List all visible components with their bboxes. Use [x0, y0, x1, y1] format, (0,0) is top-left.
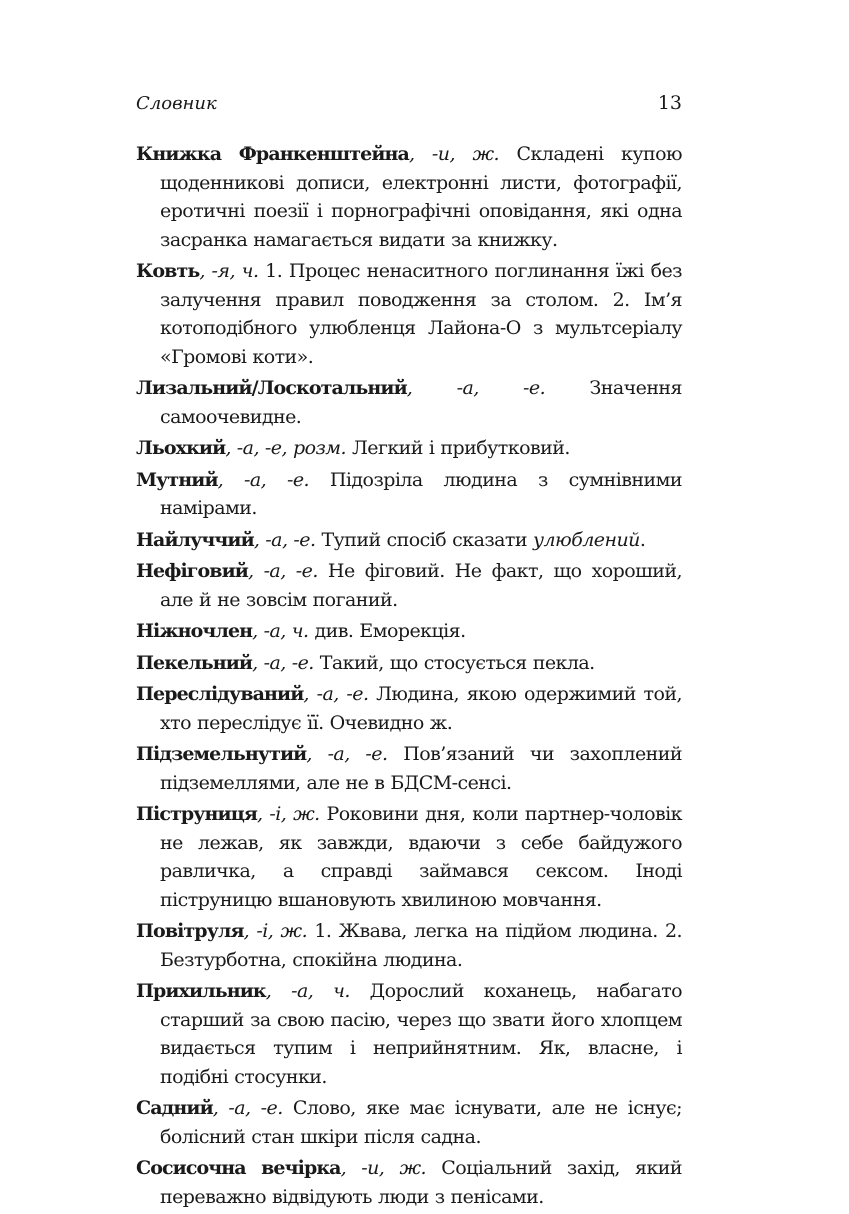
definition: Легкий і прибутковий.: [345, 437, 570, 459]
definition: Тупий спосіб сказати: [315, 528, 533, 551]
definition: Роковини дня, коли партнер-чоловік не лежав, як завжди, вдаючи з себе байдужого равличка, а справді займався сексом. Іноді піструницю вшановують хвилиною мовчання.: [160, 803, 682, 911]
dictionary-entries: [136, 140, 682, 1214]
grammar-note: , -а, -е.: [303, 683, 369, 705]
grammar-note: , -а, -е, розм.: [225, 437, 346, 459]
dictionary-entry: [136, 526, 682, 555]
headword: Ковть: [136, 260, 200, 282]
grammar-note: , -и, ж.: [408, 143, 499, 165]
dictionary-entry: [136, 649, 682, 678]
definition: Людина, якою одержимий той, хто переслідує її. Очевидно ж.: [160, 683, 682, 734]
grammar-note: , -и, ж.: [340, 1157, 427, 1179]
headword: Лизальний/Лоскотальний: [136, 377, 407, 399]
definition: Пов’язаний чи захоплений підземеллями, але не в БДСМ-сенсі.: [160, 743, 682, 794]
definition: Значення самоочевидне.: [160, 377, 682, 428]
headword: Прихильник: [136, 980, 266, 1002]
headword: Підземельнутий: [136, 743, 307, 765]
dictionary-entry: [136, 1094, 682, 1151]
definition: Не фіговий. Не факт, що хороший, але й не зовсім поганий.: [160, 560, 682, 611]
grammar-note: , -а, -е.: [306, 743, 388, 765]
dictionary-entry: [136, 800, 682, 914]
dictionary-entry: [136, 1154, 682, 1211]
running-head: [136, 92, 682, 114]
definition: Слово, яке має існувати, але не існує; болісний стан шкіри після садна.: [160, 1097, 682, 1148]
dictionary-entry: [136, 257, 682, 371]
definition-tail: .: [639, 528, 646, 551]
definition: 1. Жвава, легка на підйом людина. 2. Безтурботна, спокійна людина.: [160, 920, 682, 971]
dictionary-entry: [136, 557, 682, 614]
grammar-note: , -і, ж.: [243, 920, 308, 942]
dictionary-entry: [136, 917, 682, 974]
dictionary-entry: [136, 617, 682, 646]
grammar-note: , -а, -е.: [253, 528, 316, 551]
definition: Дорослий коханець, набагато старший за свою пасію, через що звати його хлопцем видається тупим і неприйнятним. Як, власне, і подібні стосунки.: [160, 980, 682, 1088]
definition-emphasis: улюблений: [533, 528, 640, 551]
headword: Книжка Франкенштейна: [136, 143, 409, 165]
headword: Нефіговий: [136, 560, 248, 582]
dictionary-entry: [136, 740, 682, 797]
grammar-note: , -а, -е.: [252, 651, 314, 674]
headword: Пекельний: [136, 651, 253, 674]
dictionary-entry: [136, 140, 682, 254]
grammar-note: , -а, ч.: [252, 620, 309, 642]
headword: Найлуччий: [136, 528, 254, 551]
headword: Мутний: [136, 468, 218, 491]
grammar-note: , -я, ч.: [199, 260, 259, 282]
grammar-note: , -а, -е.: [212, 1097, 283, 1119]
dictionary-entry: [136, 977, 682, 1091]
headword: Ніжночлен: [136, 620, 253, 642]
grammar-note: , -і, ж.: [257, 803, 320, 825]
definition: Підозріла людина з сумнівними намірами.: [160, 468, 682, 519]
headword: Переслідуваний: [136, 683, 304, 705]
grammar-note: , -а, -е.: [248, 560, 318, 582]
dictionary-entry: [136, 434, 682, 463]
headword: Повітруля: [136, 920, 244, 942]
headword: Сосисочна вечірка: [136, 1157, 341, 1179]
grammar-note: , -а, -е.: [217, 468, 310, 491]
definition: Складені купою щоденникові дописи, електронні листи, фотографії, еротичні поезії і порнографічні оповідання, які одна засранка намагається видати за книжку.: [160, 143, 683, 251]
page-number: 13: [657, 92, 682, 114]
headword: Піструниця: [136, 803, 258, 825]
grammar-note: , -а, -е.: [406, 377, 546, 399]
headword: Льохкий: [136, 437, 226, 459]
running-title: Словник: [136, 93, 217, 114]
definition: див. Еморекція.: [308, 620, 466, 642]
definition: Соціальний захід, який переважно відвідують люди з пенісами.: [160, 1157, 682, 1208]
definition: 1. Процес ненаситного поглинання їжі без залучення правил поводження за столом. 2. Ім’я котоподібного улюбленця Лайона-О з мультсеріалу «Громові коти».: [160, 260, 682, 368]
headword: Садний: [136, 1097, 213, 1119]
dictionary-entry: [136, 466, 682, 523]
grammar-note: , -а, ч.: [265, 980, 350, 1002]
dictionary-entry: [136, 374, 682, 431]
dictionary-entry: [136, 680, 682, 737]
definition: Такий, що стосується пекла.: [313, 651, 595, 674]
